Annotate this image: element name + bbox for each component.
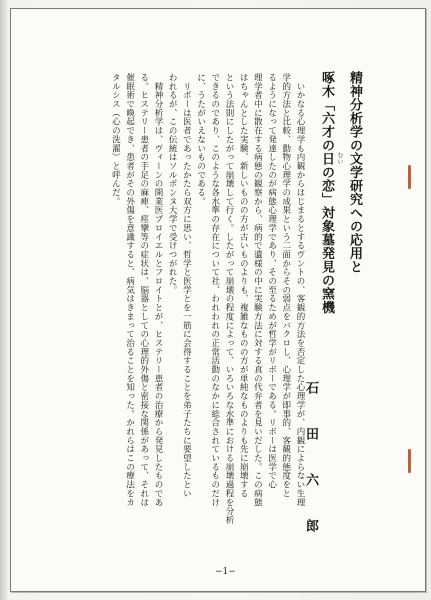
text-column: という法則にしたがって崩壊して行く。したがって崩壊の程度によって、いろいろな水準における崩壊過程を分析 [223, 73, 234, 525]
text-column: 学的方法と比較、動物心理学の成果という二面からその弱点をバクロし、心理学が即事的、客観的態度をと [280, 73, 291, 498]
document-title [318, 71, 363, 541]
author-name: 石 田 六 郎 [303, 381, 318, 542]
title-line-2 [318, 71, 343, 541]
text-column: に、うたがいえないものである。 [195, 73, 206, 206]
text-column: 催眠術で喚起でき、患者がその外傷を意識すると、病気はきまって治ることを知った。かれらはこの療法をカ [124, 73, 135, 507]
text-column: る。ヒステリー患者の手足の麻痺、痙攣等の症状は、脳器としての心理的外傷と密接な関係があって、それは [138, 73, 149, 507]
margin-mark-bottom [408, 449, 411, 473]
text-column: タルシス（心の洗濯）と呼んだ。 [110, 73, 121, 206]
title-line-2-end: の恋」対象墓発見の窯機 [319, 165, 334, 314]
paragraph [165, 73, 193, 551]
title-line-2-start: 啄木「六才の [319, 71, 334, 152]
text-column: いかなる心理学も内観からはじまるとするヴントの、客観的方法を否定した心理学が、内観によらない生理 [295, 73, 305, 507]
title-ruby [318, 152, 343, 166]
text-column: はちゃんとした実験、新しいものの方が古いものよりも、複雑なものの方が単純なものよりも先に崩壊する [238, 73, 249, 498]
margin-mark-top [408, 165, 411, 189]
paragraph [108, 73, 165, 551]
title-ruby-base: 日 [319, 152, 334, 166]
document-body [108, 73, 307, 551]
text-column: われるが、この伝統はソルボンヌ大学で受けつがれた。 [167, 73, 178, 295]
text-column: 精神分析学は、ヴィーンの開業医ブロイエルとフロイトとが、ヒステリー患者の治療から発見したものであ [152, 73, 163, 507]
text-column: 理学者中に散在する病態の観察から、病的で遺様の中に実験方法に対する真の代弁者を見いだした。この病態 [252, 73, 263, 507]
text-column: るようになって発達したのが病態心理学であり、その至るためが哲学がリボーである。リボーは医学で心 [266, 73, 277, 489]
title-line-1: 精神分析学の文学研究への応用と [347, 71, 362, 274]
paragraph [193, 73, 307, 551]
page-number: −1− [215, 567, 236, 577]
document-page [10, 8, 426, 592]
title-ruby-reading: むい [336, 152, 343, 165]
paper-edge-shadow [0, 0, 7, 600]
text-column: できるのであり、このような各水準の存在について社、われわれの正常活動のなかに総合されているものだけ [209, 73, 220, 507]
text-column: リボーは医者であったかたら双方に思い、哲学と医学とを一筋に会得することを弟子たちに要望したとい [181, 73, 192, 498]
